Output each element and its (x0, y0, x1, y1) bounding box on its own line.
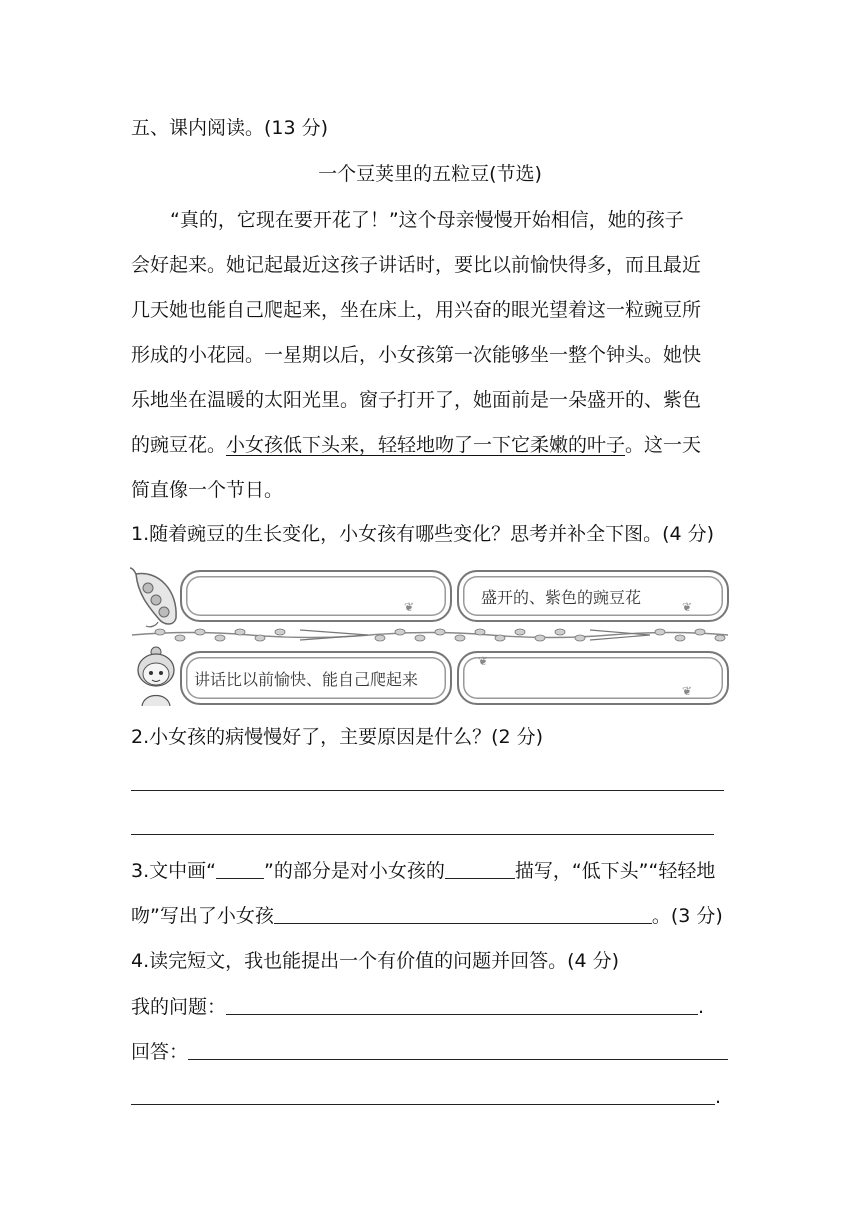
q4-question-row (131, 995, 704, 1019)
vine-divider (130, 624, 730, 646)
q2-answer-line-2[interactable] (131, 834, 714, 835)
q3-text: 描写，“低下头”“轻轻地 (514, 860, 716, 882)
passage-title: 一个豆荚里的五粒豆(节选) (318, 163, 542, 185)
period: . (698, 996, 705, 1018)
passage-line-3: 几天她也能自己爬起来，坐在床上，用兴奋的眼光望着这一粒豌豆所 (131, 299, 702, 321)
passage-line-5: 乐地坐在温暖的太阳光里。窗子打开了，她面前是一朵盛开的、紫色 (131, 389, 702, 411)
section-heading: 五、课内阅读。(13 分) (131, 117, 329, 139)
answer-box-bottom-left (180, 651, 452, 705)
q3-blank-girl[interactable] (274, 905, 652, 924)
q2-prompt: 2.小女孩的病慢慢好了，主要原因是什么？(2 分) (131, 726, 544, 748)
q3-line-2 (131, 904, 723, 928)
answer-box-top-right (457, 570, 729, 622)
q3-text: 3.文中画“ (131, 860, 216, 882)
q3-text: ”的部分是对小女孩的 (263, 860, 445, 882)
passage-text: 。这一天 (625, 434, 702, 456)
underlined-sentence: 小女孩低下头来，轻轻地吻了一下它柔嫩的叶子 (226, 434, 626, 456)
passage-text: 的豌豆花。 (131, 434, 227, 456)
q3-text: 。(3 分) (651, 905, 723, 927)
q3-text: 吻”写出了小女孩 (131, 905, 274, 927)
leaf-icon: ❦ (682, 684, 693, 698)
passage-line-2: 会好起来。她记起最近这孩子讲话时，要比以前愉快得多，而且最近 (131, 254, 702, 276)
passage-line-4: 形成的小花园。一星期以后，小女孩第一次能够坐一整个钟头。她快 (131, 344, 702, 366)
leaf-icon: ❦ (478, 654, 489, 668)
q3-blank-description[interactable] (445, 860, 515, 879)
period: . (715, 1086, 722, 1108)
question-label: 我的问题： (131, 996, 227, 1018)
passage-line-7: 简直像一个节日。 (131, 479, 284, 501)
answer-line-1[interactable] (188, 1041, 728, 1060)
passage-line-6 (131, 433, 701, 457)
answer-line-2[interactable] (131, 1086, 715, 1105)
q3-line-1 (131, 859, 715, 883)
q1-prompt: 1.随着豌豆的生长变化，小女孩有哪些变化？思考并补全下图。(4 分) (131, 523, 715, 545)
q4-prompt: 4.读完短文，我也能提出一个有价值的问题并回答。(4 分) (131, 950, 620, 972)
box-text-girl: 讲话比以前愉快、能自己爬起来 (194, 670, 419, 689)
answer-label: 回答： (131, 1041, 189, 1063)
pea-pod-icon (128, 566, 184, 630)
passage-line-1: “真的，它现在要开花了！”这个母亲慢慢开始相信，她的孩子 (170, 209, 684, 231)
box-text-flower: 盛开的、紫色的豌豆花 (481, 588, 642, 607)
leaf-icon: ❦ (404, 600, 415, 614)
q4-answer-row-2 (131, 1085, 721, 1109)
answer-box-top-left[interactable] (180, 570, 452, 622)
leaf-icon: ❦ (682, 600, 693, 614)
question-answer-line[interactable] (226, 996, 698, 1015)
q4-answer-row (131, 1040, 728, 1064)
q2-answer-line-1[interactable] (131, 790, 724, 791)
girl-icon (130, 644, 182, 706)
q3-blank-mark[interactable] (216, 860, 264, 879)
